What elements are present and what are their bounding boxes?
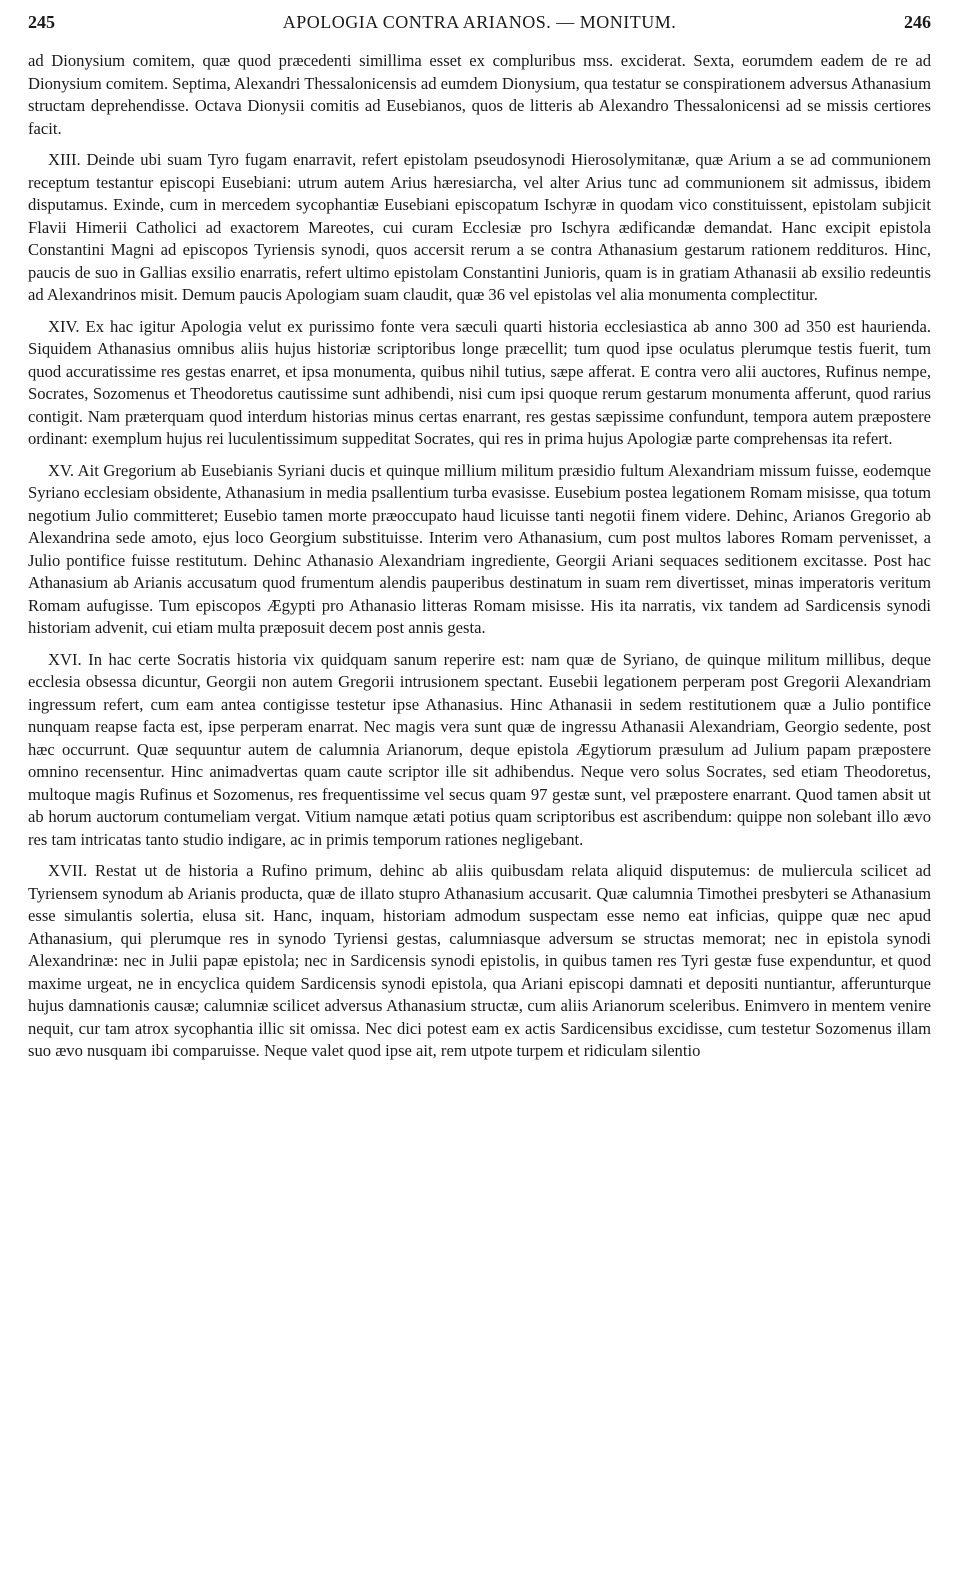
paragraph-xvi: XVI. In hac certe Socratis historia vix quidquam sanum reperire est: nam quæ de Syriano, de quinque militum millibus, deque ecclesia obsessa dicuntur, Georgii non autem Gregorii intrusionem spectant. Eusebii legationem perperam post Gregorii Alexandriam ingressum refert, cum eam antea contigisse testetur ipse Athanasius. Hinc Athanasii in sedem restitutionem quæ a Julio pontifice nunquam reapse facta est, ipse perperam enarrat. Nec magis vera sunt quæ de ingressu Athanasii Alexandriam, Georgio sedente, post hæc occurrunt. Quæ sequuntur autem de calumnia Arianorum, deque epistola Ægytiorum præsulum ad Julium papam præpostere omnino recensentur. Hinc animadvertas quam caute scriptor ille sit adhibendus. Neque vero solus Socrates, sed etiam Theodoretus, multoque magis Rufinus et Sozomenus, res frequentissime vel secus quam 97 gestæ sunt, vel præpostere enarrant. Quod tamen absit ut ab horum auctorum contumeliam vergat. Vitium namque ætati potius quam scriptoribus est ascribendum: quippe non solebant illo ævo res tam intricatas tanto studio indigare, ac in primis temporum rationes negligebant.	[28, 649, 931, 849]
running-header	[28, 12, 931, 42]
running-title: APOLOGIA CONTRA ARIANOS. — MONITUM.	[282, 12, 677, 32]
text-body	[28, 50, 931, 1072]
paragraph-xiii: XIII. Deinde ubi suam Tyro fugam enarravit, refert epistolam pseudosynodi Hierosolymitanæ, quæ Arium a se ad communionem receptum testantur episcopi Eusebiani: utrum autem Arius hæresiarcha, vel alter Arius tunc ad communionem sit admissus, ibidem disputamus. Exinde, cum in mercedem sycophantiæ Eusebiani episcopatum Ischyræ in quodam vico constituissent, epistolam subjicit Flavii Himerii Catholici ad exactorem Mareotes, cui curam Ecclesiæ pro Ischyra ædificandæ demandat. Hanc excipit epistola Constantini Magni ad episcopos Tyriensis synodi, quos accersit rerum a se contra Athanasium gestarum rationem reddituros. Hinc, paucis de suo in Gallias exsilio enarratis, refert ultimo epistolam Constantini Junioris, quam is in gratiam Athanasii ab exsilio redeuntis ad Alexandrinos misit. Demum paucis Apologiam suam claudit, quæ 36 vel epistolas vel alia monumenta complectitur.	[28, 150, 931, 304]
paragraph-xiv: XIV. Ex hac igitur Apologia velut ex purissimo fonte vera sæculi quarti historia ecclesiastica ab anno 300 ad 350 est haurienda. Siquidem Athanasius omnibus aliis hujus historiæ scriptoribus longe præcellit; tum quod ipse oculatus plerumque testis fuerit, tum quod accuratissime res gestas enarret, et ipsa monumenta, quibus nihil tutius, sæpe afferat. E contra vero alii auctores, Rufinus nempe, Socrates, Sozomenus et Theodoretus cautissime sunt adhibendi, nisi cum ipsi quoque rerum gestarum monumenta afferunt, quod rarius contigit. Nam præterquam quod interdum historias minus certas enarrant, res gestas sæpissime confundunt, tempora autem præpostere ordinant: exemplum hujus rei luculentissimum suppeditat Socrates, qui res in prima hujus Apologiæ parte comprehensas ita refert.	[28, 316, 931, 448]
paragraph-xv: XV. Ait Gregorium ab Eusebianis Syriani ducis et quinque millium militum præsidio fultum Alexandriam missum fuisse, eodemque Syriano ecclesiam obsidente, Athanasium in media psallentium turba evasisse. Eusebium postea legationem Romam misisse, qua totum negotium Julio committeret; Eusebio tamen morte præoccupato haud licuisse tanti negotii finem videre. Dehinc, Arianos Gregorio ab Alexandrina sede amoto, ejus loco Georgium substituisse. Interim vero Athanasium, cum post multos labores Romam pervenisset, a Julio pontifice fuisse restitutum. Dehinc Athanasio Alexandriam ingrediente, Georgii Ariani sequaces seditionem excitasse. Post hac Athanasium ab Arianis accusatum quod frumentum alendis pauperibus destinatum in suam rem divertisset, minas imperatoris veritum Romam aufugisse. Tum episcopos Ægypti pro Athanasio litteras Romam misisse. His ita narratis, vix tandem ad Sardicensis synodi historiam advenit, cui etiam multa præposuit decem post annis gesta.	[28, 460, 931, 637]
paragraph-continued: ad Dionysium comitem, quæ quod præcedenti simillima esset ex compluribus mss. exciderat. Sexta, eorumdem eadem de re ad Dionysium comitem. Septima, Alexandri Thessalonicensis ad eumdem Dionysium, qua testatur se conspirationem adversus Athanasium structam deprehendisse. Octava Dionysii comitis ad Eusebianos, quos de litteris ab Alexandro Thessalonicensi ad se missis certiores facit.	[28, 51, 931, 138]
paragraph-xvii: XVII. Restat ut de historia a Rufino primum, dehinc ab aliis quibusdam relata aliquid disputemus: de muliercula scilicet ad Tyriensem synodum ab Arianis producta, quæ de illato stupro Athanasium accusarit. Quæ calumnia Timothei presbyteri se Athanasium esse simulantis solertia, elusa sit. Hanc, inquam, historiam admodum suspectam esse nemo eat inficias, quippe quæ nec apud Athanasium, qui plerumque res in synodo Tyriensi gestas, calumniasque adversum se structas memorat; nec in epistola synodi Alexandrinæ: nec in Julii papæ epistola; nec in Sardicensis synodi epistolis, in quibus tamen res Tyri gestæ fuse expenduntur, et quod maxime urgeat, ne in encyclica quidem Sardicensis synodi epistola, qua Ariani episcopi damnati et depositi nuntiantur, afferunturque hujus damnationis causæ; calumniæ scilicet adversus Athanasium structæ, cum aliis Arianorum sceleribus. Enimvero in mentem venire nequit, cur tam atrox sycophantia illic sit omissa. Nec dici potest eam ex actis Sardicensibus excidisse, cum testetur Sozomenus illam suo ævo nusquam ibi comparuisse. Neque valet quod ipse ait, rem utpote turpem et ridiculam silentio	[28, 861, 931, 1060]
page-number-right: 246	[904, 12, 931, 32]
page-number-left: 245	[28, 12, 55, 32]
